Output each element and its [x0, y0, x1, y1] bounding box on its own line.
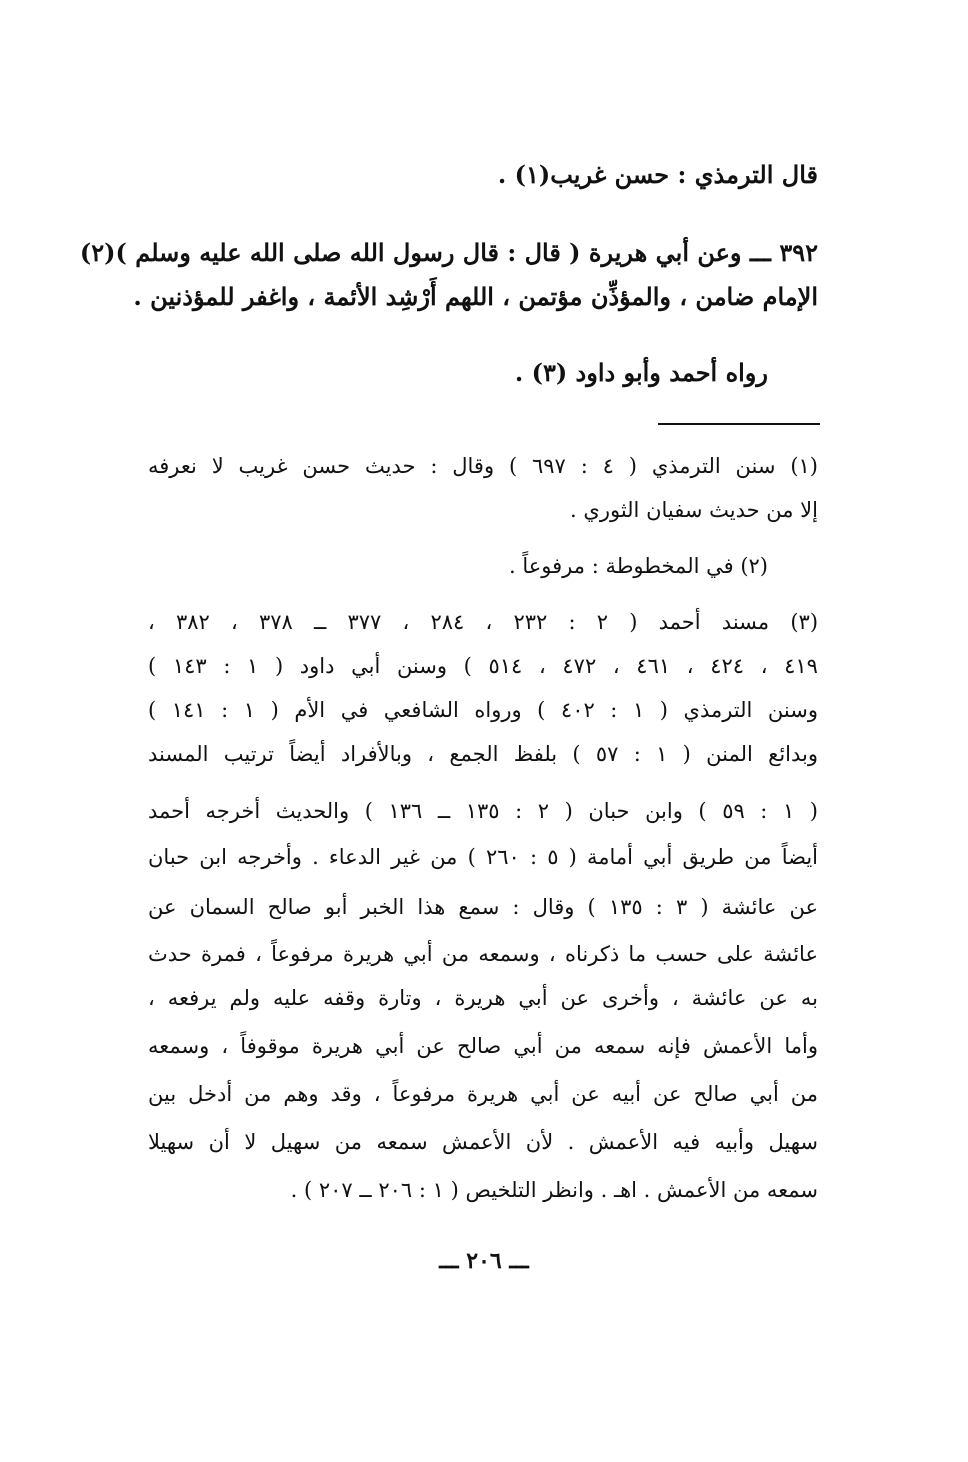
footnote-line: من أبي صالح عن أبيه عن أبي هريرة مرفوعاً ، وقد وهم من أدخل بين: [148, 1082, 818, 1106]
hadith-392-header: ٣٩٢ ـــ وعن أبي هريرة ( قال : قال رسول الله صلى الله عليه وسلم )(٢): [79, 238, 818, 267]
hadith-392-text: الإمام ضامن ، والمؤذِّن مؤتمن ، اللهم أَرْشِد الأئمة ، واغفر للمؤذنين .: [133, 282, 818, 311]
footnote-line: عائشة على حسب ما ذكرناه ، وسمعه من أبي هريرة مرفوعاً ، فمرة حدث: [148, 942, 818, 966]
footnote-line: (٢) في المخطوطة : مرفوعاً .: [509, 554, 768, 578]
footnote-line: سهيل وأبيه فيه الأعمش . لأن الأعمش سمعه من سهيل لا أن سهيلا: [148, 1130, 818, 1154]
footnote-line: وأما الأعمش فإنه سمعه من أبي صالح عن أبي هريرة موقوفاً ، وسمعه: [148, 1034, 818, 1058]
footnote-line: (٣) مسند أحمد ( ٢ : ٢٣٢ ، ٢٨٤ ، ٣٧٧ ــ ٣٧٨ ، ٣٨٢ ،: [148, 610, 819, 634]
main-text-line-1: قال الترمذي : حسن غريب(١) .: [497, 160, 818, 189]
footnote-line: وسنن الترمذي ( ١ : ٤٠٢ ) ورواه الشافعي في الأم ( ١ : ١٤١ ): [148, 698, 818, 722]
footnote-line: به عن عائشة ، وأخرى عن أبي هريرة ، وتارة وقفه عليه ولم يرفعه ،: [148, 986, 818, 1010]
footnote-line: ٤١٩ ، ٤٢٤ ، ٤٦١ ، ٤٧٢ ، ٥١٤ ) وسنن أبي داود ( ١ : ١٤٣ ): [148, 654, 818, 678]
footnote-line: سمعه من الأعمش . اهـ . وانظر التلخيص ( ١ : ٢٠٦ ــ ٢٠٧ ) .: [290, 1178, 818, 1202]
footnote-line: ( ١ : ٥٩ ) وابن حبان ( ٢ : ١٣٥ ــ ١٣٦ ) والحديث أخرجه أحمد: [148, 799, 818, 823]
page-number: ـــ ٢٠٦ ـــ: [439, 1248, 529, 1274]
footnote-line: عن عائشة ( ٣ : ١٣٥ ) وقال : سمع هذا الخبر أبو صالح السمان عن: [148, 895, 818, 919]
hadith-392-source: رواه أحمد وأبو داود (٣) .: [514, 358, 768, 387]
footnote-line: (١) سنن الترمذي ( ٤ : ٦٩٧ ) وقال : حديث حسن غريب لا نعرفه: [148, 454, 818, 478]
footnote-line: وبدائع المنن ( ١ : ٥٧ ) بلفظ الجمع ، وبالأفراد أيضاً ترتيب المسند: [148, 742, 819, 766]
footnote-line: إلا من حديث سفيان الثوري .: [570, 498, 818, 522]
footnote-line: أيضاً من طريق أبي أمامة ( ٥ : ٢٦٠ ) من غير الدعاء . وأخرجه ابن حبان: [148, 845, 818, 869]
footnote-separator: [658, 423, 820, 425]
